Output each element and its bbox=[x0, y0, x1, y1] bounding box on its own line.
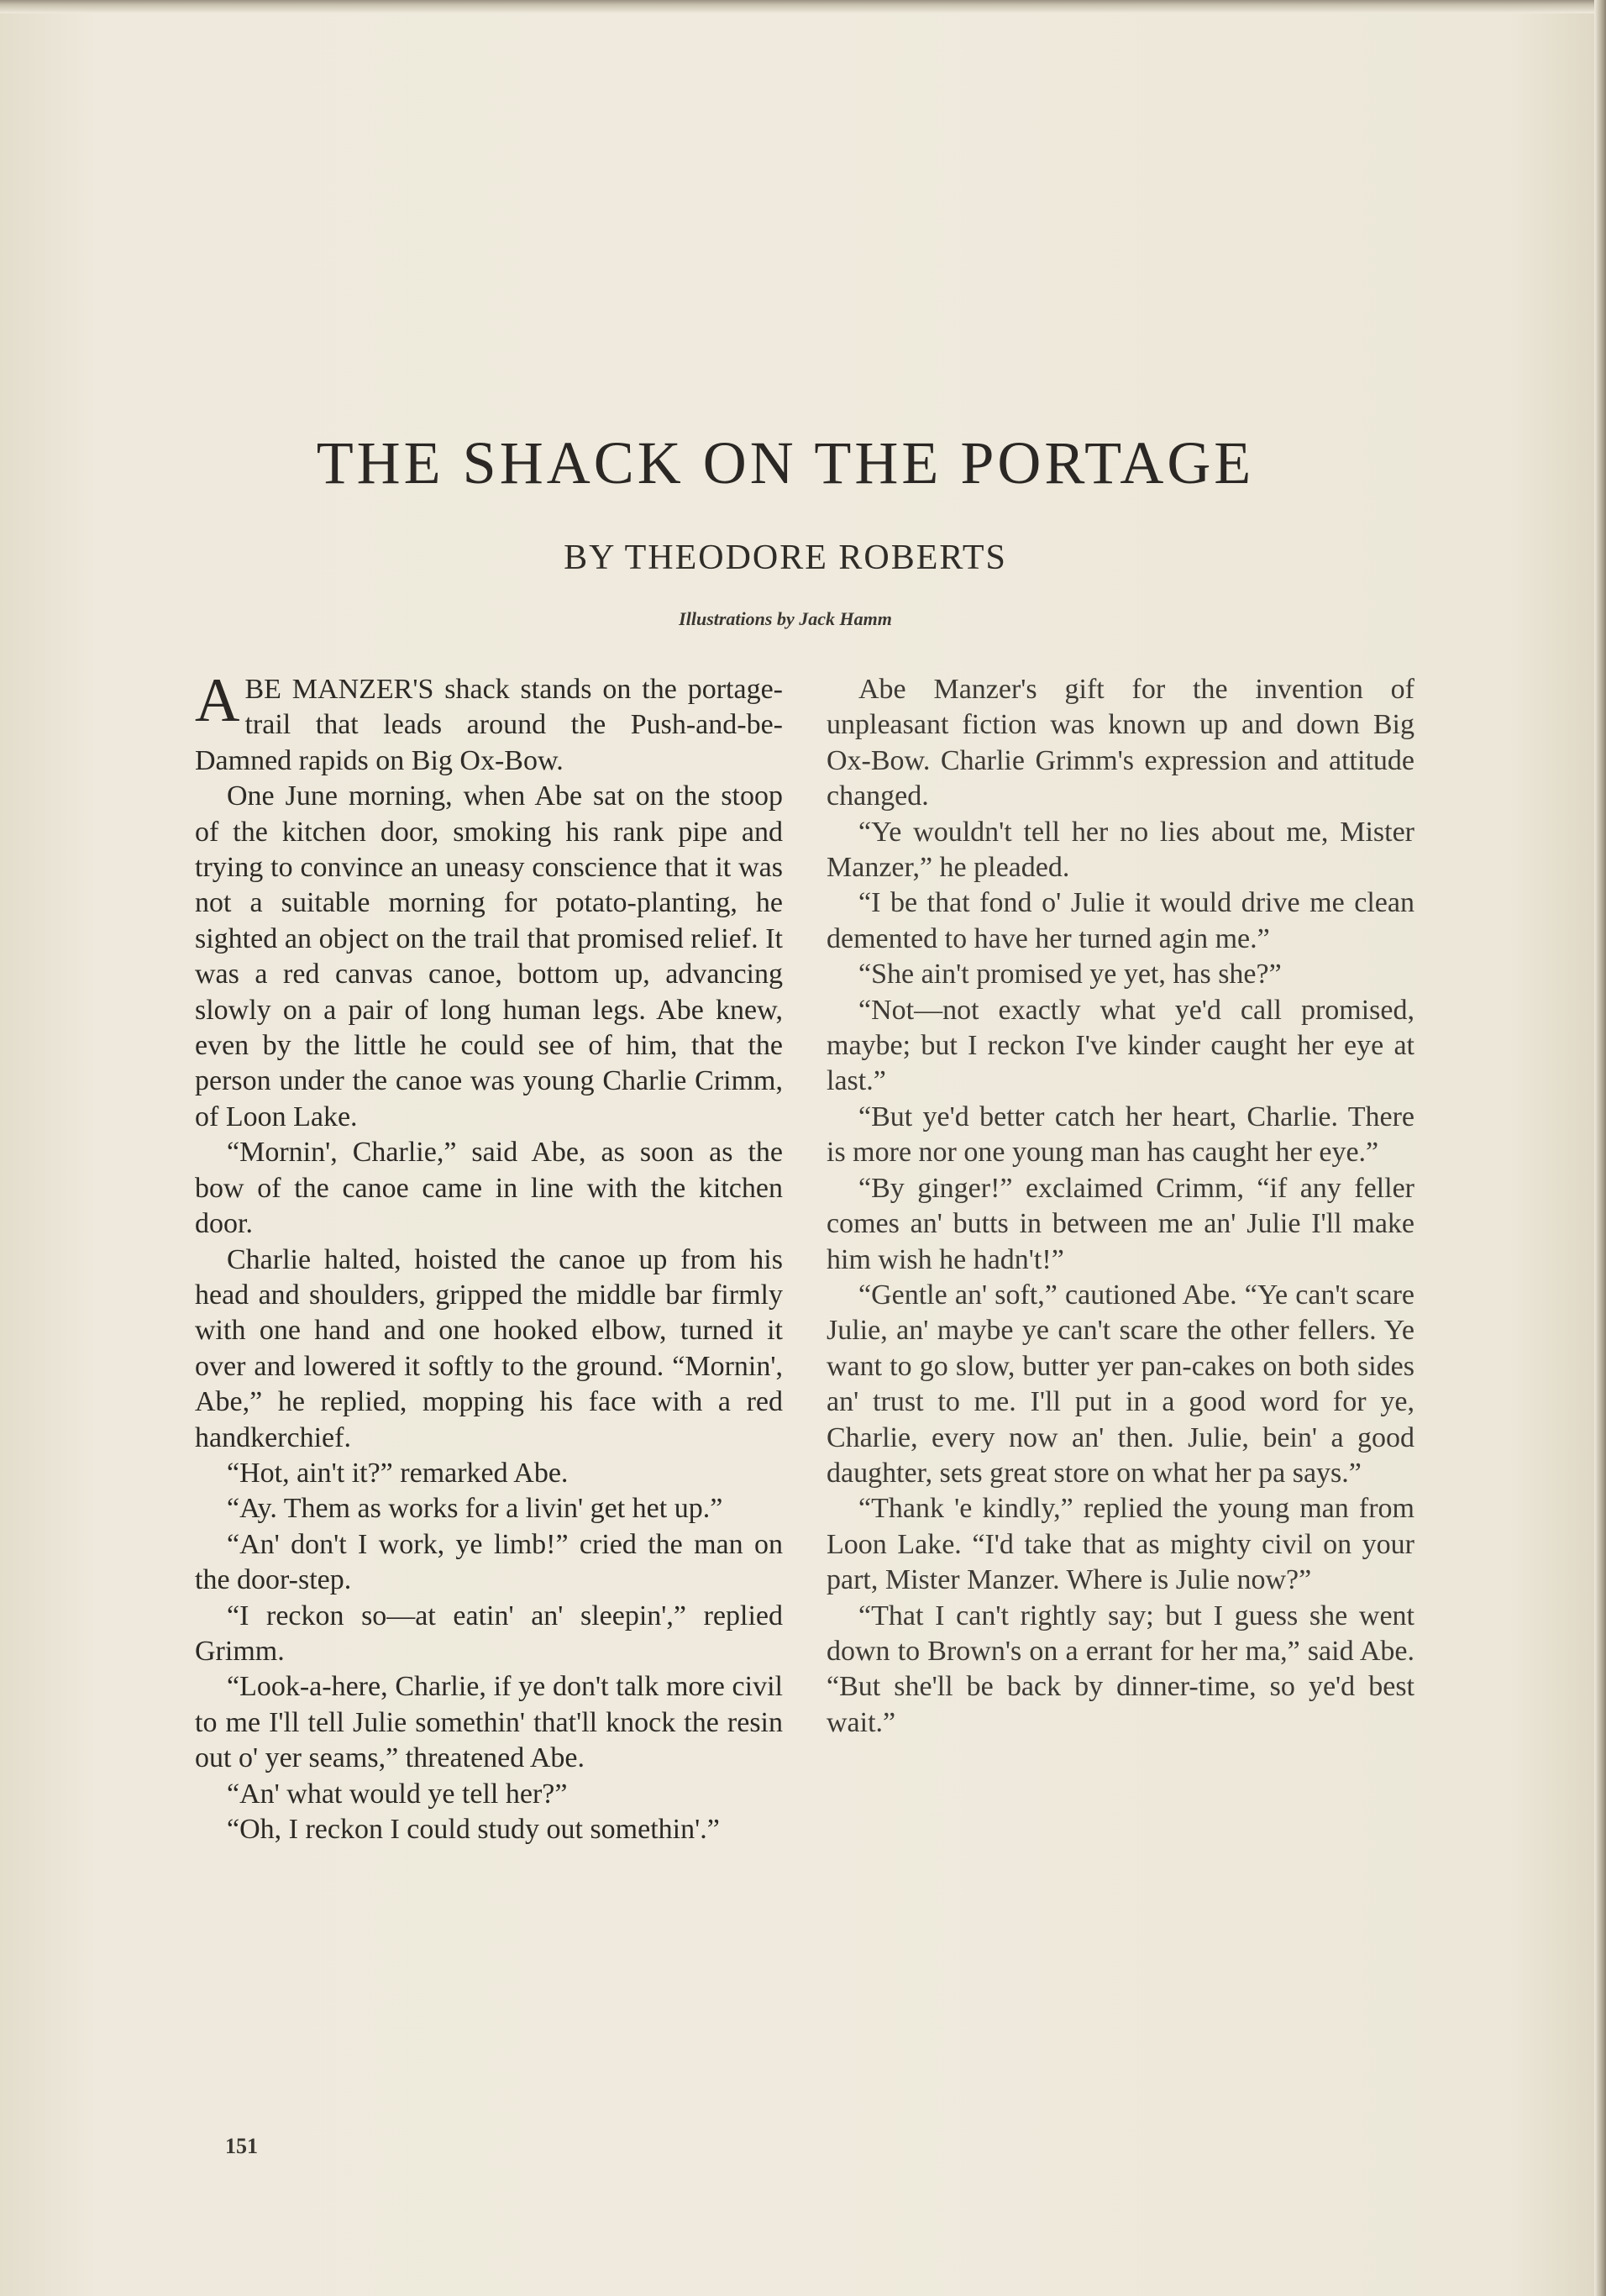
illustrator-credit: Illustrations by Jack Hamm bbox=[679, 608, 892, 629]
paragraph: “Mornin', Charlie,” said Abe, as soon as the bow of the canoe came in line with the kitchen door. bbox=[195, 1137, 783, 1240]
paragraph: “Oh, I reckon I could study out somethin'.” bbox=[227, 1814, 720, 1845]
paragraph: “Gentle an' soft,” cautioned Abe. “Ye can't scare Julie, an' maybe ye can't scare the other fellers. Ye want to go slow, butter yer pan-cakes on both sides an' trust to me. I'll put in a good word for ye, Charlie, every now an' then. Julie, bein' a good daughter, sets great store on what her pa says.” bbox=[827, 1279, 1414, 1489]
page-binding-edge bbox=[1594, 0, 1606, 2296]
drop-cap: A bbox=[195, 666, 240, 735]
right-text-column bbox=[827, 672, 1414, 1741]
opening-paragraph bbox=[195, 666, 783, 779]
paragraph: “Thank 'e kindly,” replied the young man from Loon Lake. “I'd take that as mighty civil on your part, Mister Manzer. Where is Julie now?” bbox=[827, 1493, 1414, 1596]
paragraph: “Ye wouldn't tell her no lies about me, Mister Manzer,” he pleaded. bbox=[827, 816, 1414, 884]
paragraph: “She ain't promised ye yet, has she?” bbox=[858, 959, 1282, 990]
author-byline: BY THEODORE ROBERTS bbox=[564, 539, 1007, 577]
left-text-column bbox=[195, 666, 783, 1847]
paragraph: “I be that fond o' Julie it would drive me clean demented to have her turned agin me.” bbox=[827, 887, 1414, 954]
paragraph: Abe Manzer's gift for the invention of unpleasant fiction was known up and down Big Ox-Bow. Charlie Grimm's expression and attitude changed. bbox=[827, 674, 1414, 812]
paragraph: One June morning, when Abe sat on the stoop of the kitchen door, smoking his rank pipe and trying to convince an uneasy conscience that it was not a suitable morning for potato-planting, he sighted an object on the trail that promised relief. It was a red canvas canoe, bottom up, advancing slowly on a pair of long human legs. Abe knew, even by the little he could see of him, that the person under the canoe was young Charlie Crimm, of Loon Lake. bbox=[195, 780, 783, 1132]
paragraph: “An' what would ye tell her?” bbox=[227, 1778, 568, 1810]
paragraph: “That I can't rightly say; but I guess she went down to Brown's on a errant for her ma,” said Abe. “But she'll be back by dinner-time, so ye'd best wait.” bbox=[827, 1600, 1414, 1738]
page-top-edge bbox=[0, 0, 1606, 13]
paragraph: “I reckon so—at eatin' an' sleepin',” replied Grimm. bbox=[195, 1600, 783, 1667]
paragraph: Charlie halted, hoisted the canoe up from his head and shoulders, gripped the middle bar firmly with one hand and one hooked elbow, turned it over and lowered it softly to the ground. “Mornin', Abe,” he replied, mopping his face with a red handkerchief. bbox=[195, 1243, 783, 1453]
paragraph: “By ginger!” exclaimed Crimm, “if any feller comes an' butts in between me an' Julie I'll make him wish he hadn't!” bbox=[827, 1172, 1414, 1275]
paragraph: “But ye'd better catch her heart, Charlie. There is more nor one young man has caught her eye.” bbox=[827, 1101, 1414, 1169]
paragraph: “Hot, ain't it?” remarked Abe. bbox=[227, 1457, 569, 1489]
page-number: 151 bbox=[225, 2134, 258, 2158]
paragraph: “An' don't I work, ye limb!” cried the man on the door-step. bbox=[195, 1528, 783, 1596]
story-title: THE SHACK ON THE PORTAGE bbox=[316, 429, 1255, 497]
paragraph: “Not—not exactly what ye'd call promised, maybe; but I reckon I've kinder caught her eye at last.” bbox=[827, 994, 1414, 1097]
opening-paragraph-text: BE MANZER'S shack stands on the portage-trail that leads around the Push-and-be-Damned rapids on Big Ox-Bow. bbox=[195, 674, 783, 776]
paragraph: “Ay. Them as works for a livin' get het up.” bbox=[227, 1493, 723, 1525]
paragraph: “Look-a-here, Charlie, if ye don't talk more civil to me I'll tell Julie somethin' that'll knock the resin out o' yer seams,” threatened Abe. bbox=[195, 1671, 783, 1774]
